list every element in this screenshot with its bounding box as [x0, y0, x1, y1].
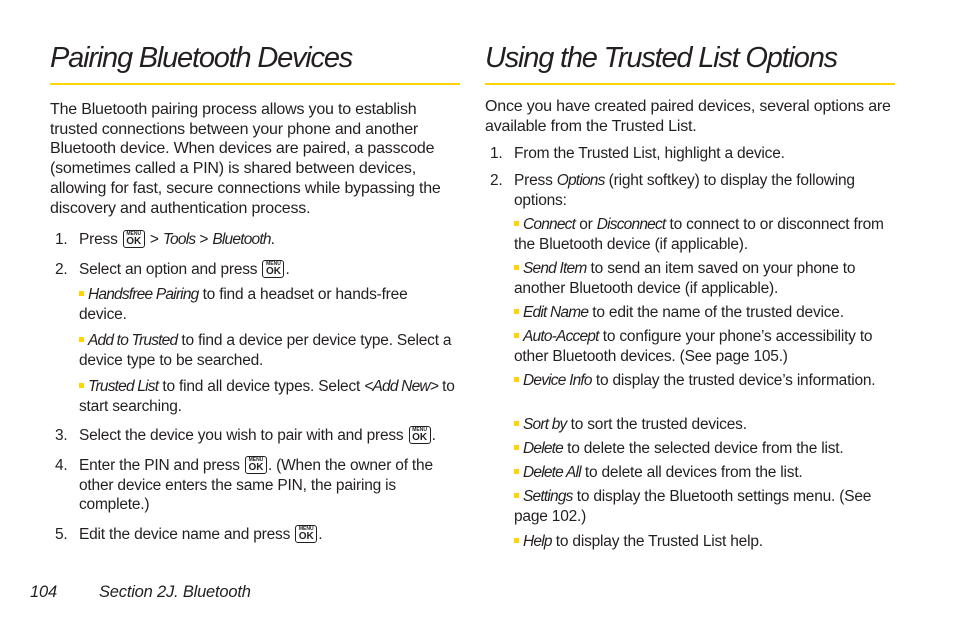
- step-number: 5.: [55, 526, 68, 543]
- menu-ok-key-icon: MENU OK: [245, 456, 267, 474]
- left-heading: Pairing Bluetooth Devices: [50, 42, 353, 74]
- bullet-square-icon: [514, 445, 519, 450]
- left-bullet-1: Handsfree Pairing to find a headset or hands-free device.: [79, 286, 408, 323]
- right-bullet-auto-accept: Auto-Accept to configure your phone’s accessibility to other Bluetooth devices. (See page 105.): [514, 328, 873, 365]
- right-bullet-sort-by: Sort by to sort the trusted devices.: [514, 415, 894, 435]
- bullet-square-icon: [514, 493, 519, 498]
- bullet-square-icon: [514, 221, 519, 226]
- step-number: 2.: [55, 261, 68, 278]
- menu-ok-key-icon: MENU OK: [262, 260, 284, 278]
- page-number: 104: [30, 583, 57, 601]
- right-bullet-connect: Connect or Disconnect to connect to or disconnect from the Bluetooth device (if applicable).: [514, 216, 884, 253]
- step-text: From the Trusted List, highlight a device.: [514, 145, 785, 162]
- step-text: Enter the PIN and press MENU OK . (When the owner of the other device enters the same PIN, the pairing is complete.): [79, 457, 433, 513]
- bullet-square-icon: [514, 377, 519, 382]
- right-bullet-settings: Settings to display the Bluetooth settings menu. (See page 102.): [514, 488, 872, 525]
- bullet-square-icon: [514, 309, 519, 314]
- right-heading: Using the Trusted List Options: [485, 42, 837, 74]
- step-text: Select an option and press MENU OK .: [79, 261, 290, 278]
- bullet-square-icon: [79, 291, 84, 296]
- bullet-square-icon: [514, 469, 519, 474]
- right-heading-rule: [485, 83, 895, 85]
- left-bullet-2: Add to Trusted to find a device per device type. Select a device type to be searched.: [79, 332, 452, 369]
- step-number: 1.: [55, 231, 68, 248]
- step-text: Edit the device name and press MENU OK .: [79, 526, 323, 543]
- bullet-square-icon: [514, 333, 519, 338]
- right-bullet-help: Help to display the Trusted List help.: [514, 532, 894, 552]
- right-bullet-delete: Delete to delete the selected device from the list.: [514, 439, 894, 459]
- step-text: Press MENU OK > Tools > Bluetooth.: [79, 231, 275, 248]
- right-intro: Once you have created paired devices, several options are available from the Trusted List.: [485, 98, 891, 135]
- section-label: Section 2J. Bluetooth: [99, 583, 251, 601]
- bullet-square-icon: [514, 421, 519, 426]
- menu-ok-key-icon: MENU OK: [409, 426, 431, 444]
- bullet-square-icon: [514, 265, 519, 270]
- bullet-square-icon: [79, 383, 84, 388]
- right-bullet-send-item: Send Item to send an item saved on your phone to another Bluetooth device (if applicable).: [514, 260, 856, 297]
- right-bullet-delete-all: Delete All to delete all devices from the list.: [514, 463, 894, 483]
- step-number: 4.: [55, 457, 68, 474]
- right-bullet-device-info: Device Info to display the trusted device’s information.: [514, 371, 894, 391]
- right-bullet-edit-name: Edit Name to edit the name of the trusted device.: [514, 303, 894, 323]
- bullet-square-icon: [514, 538, 519, 543]
- step-number: 3.: [55, 427, 68, 444]
- step-text: Select the device you wish to pair with and press MENU OK .: [79, 427, 436, 444]
- left-heading-rule: [50, 83, 460, 85]
- menu-ok-key-icon: MENU OK: [295, 525, 317, 543]
- bullet-square-icon: [79, 337, 84, 342]
- menu-ok-key-icon: MENU OK: [123, 230, 145, 248]
- left-bullet-3: Trusted List to find all device types. Select <Add New> to start searching.: [79, 378, 455, 415]
- step-number: 2.: [490, 172, 503, 189]
- step-number: 1.: [490, 145, 503, 162]
- left-intro: The Bluetooth pairing process allows you to establish trusted connections between your phone and another Bluetooth device. When devices are paired, a passcode (sometimes called a PIN) is shared between devices, allowing for fast, secure connections while bypassing the discovery and authentication process.: [50, 101, 441, 217]
- step-text: Press Options (right softkey) to display the following options:: [514, 172, 855, 209]
